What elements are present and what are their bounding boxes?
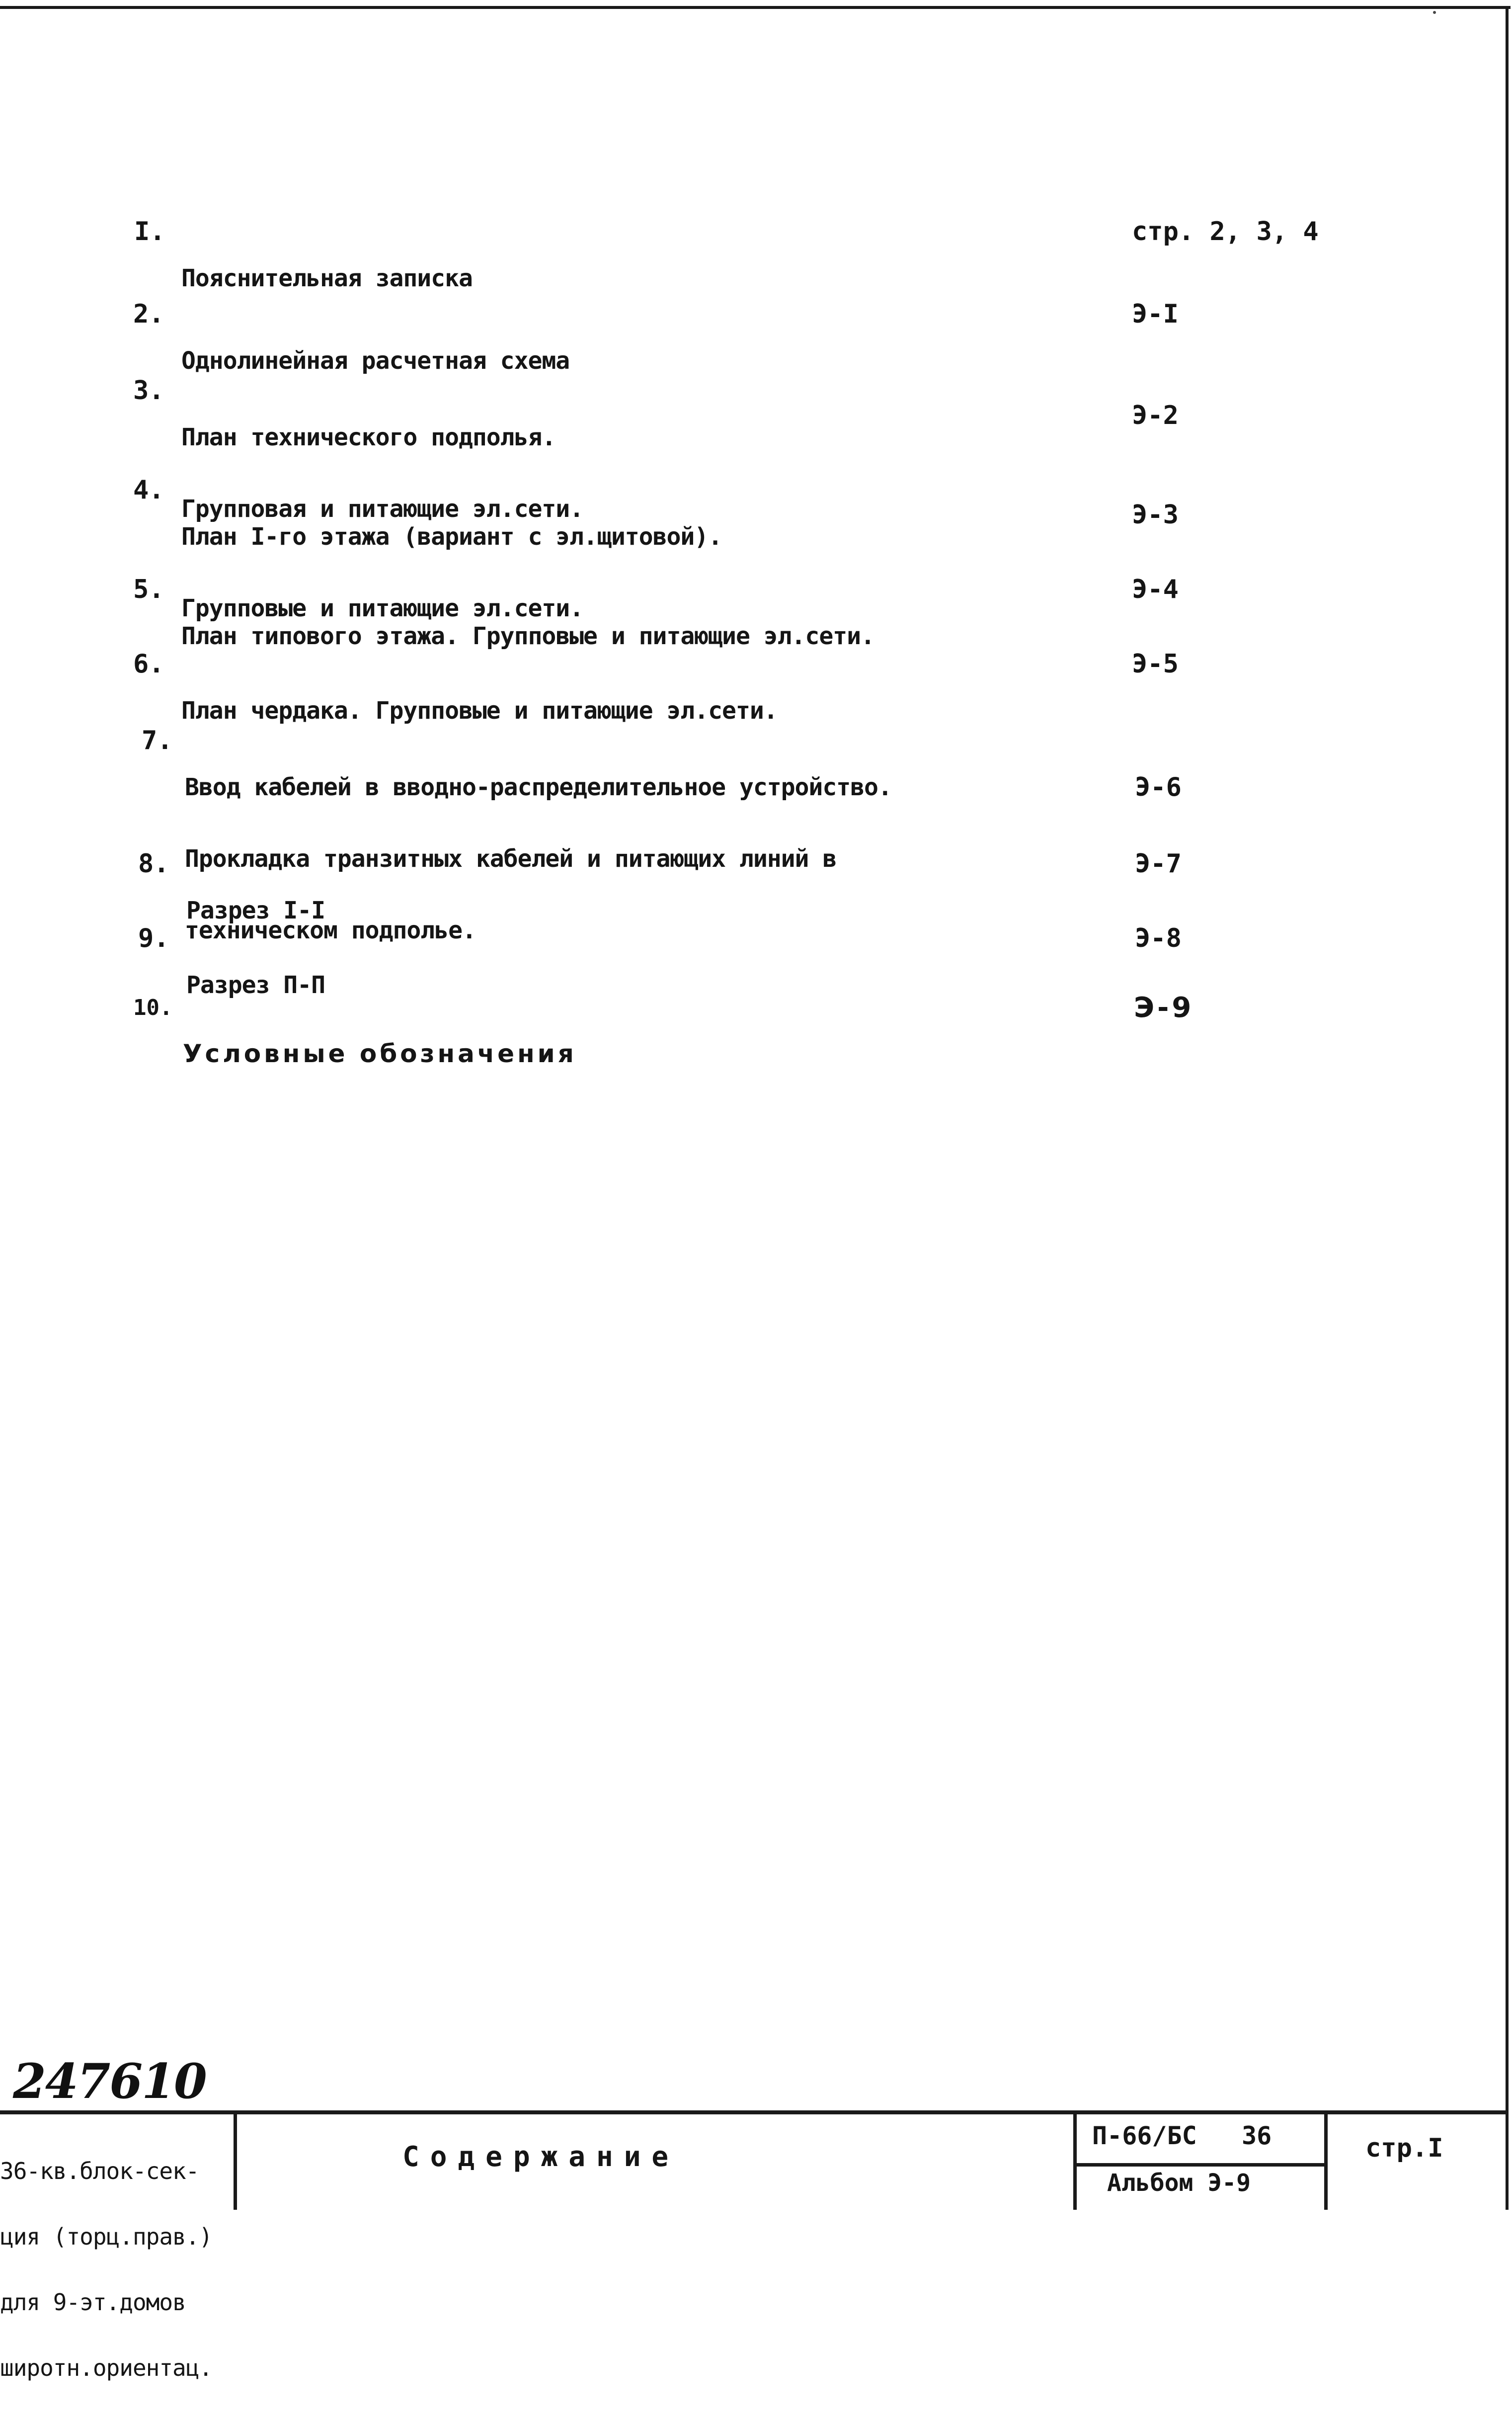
description-line: широтн.ориентац. bbox=[0, 2354, 213, 2381]
toc-item-page: Э-3 bbox=[1132, 500, 1179, 530]
title-block-divider-3 bbox=[1073, 2163, 1324, 2167]
title-block-code: П-66/БС 36 bbox=[1092, 2121, 1272, 2150]
toc-item-title-line: Разрез I-I bbox=[186, 897, 325, 924]
toc-item-number: 6. bbox=[133, 649, 164, 679]
toc-item-page: Э-I bbox=[1132, 299, 1179, 329]
frame-right-line bbox=[1506, 6, 1509, 2210]
toc-item-title-line: План технического подполья. bbox=[181, 423, 556, 451]
toc-item-page: Э-4 bbox=[1132, 575, 1179, 604]
toc-item-number: 9. bbox=[138, 923, 169, 953]
toc-item-number: 7. bbox=[142, 726, 173, 755]
toc-item-title-line: Прокладка транзитных кабелей и питающих линий в bbox=[185, 845, 837, 873]
toc-item-number: 3. bbox=[133, 376, 164, 406]
toc-item-number: 5. bbox=[133, 575, 164, 604]
toc-item-number: 10. bbox=[133, 995, 173, 1020]
toc-item-page: стр. 2, 3, 4 bbox=[1132, 217, 1319, 247]
title-block-top-line bbox=[0, 2110, 1509, 2114]
title-block-title: Содержание bbox=[402, 2141, 680, 2173]
toc-item-title-line: План I-го этажа (вариант с эл.щитовой). bbox=[181, 523, 722, 551]
title-block-divider-4 bbox=[1324, 2110, 1328, 2210]
toc-item-title-line: Групповые и питающие эл.сети. bbox=[181, 594, 584, 622]
toc-item-title-line: Ввод кабелей в вводно-распределительное устройство. bbox=[185, 773, 892, 801]
title-block-sheet-number: стр.I bbox=[1365, 2133, 1443, 2163]
title-block-divider-2 bbox=[1073, 2110, 1077, 2210]
toc-item-page: Э-5 bbox=[1132, 649, 1179, 679]
toc-item-title-line: Групповая и питающие эл.сети. bbox=[181, 495, 584, 523]
description-line: для 9-эт.домов bbox=[0, 2289, 186, 2316]
toc-item-title-line: техническом подполье. bbox=[185, 917, 476, 944]
toc-item-page: Э-9 bbox=[1134, 992, 1194, 1024]
toc-item-title-line: Разрез П-П bbox=[186, 971, 325, 999]
toc-item-title-line: План типового этажа. Групповые и питающие эл.сети. bbox=[181, 622, 875, 650]
title-block-divider-1 bbox=[234, 2110, 237, 2210]
toc-item-title-line: План чердака. Групповые и питающие эл.сети. bbox=[181, 697, 778, 725]
toc-item-number: I. bbox=[134, 217, 165, 247]
toc-item-number: 8. bbox=[138, 849, 169, 879]
toc-item-title-line: Пояснительная записка bbox=[181, 264, 473, 292]
toc-item-page: Э-2 bbox=[1132, 401, 1179, 430]
toc-item-number: 4. bbox=[133, 475, 164, 505]
frame-top-line bbox=[0, 6, 1511, 9]
toc-item-page: Э-6 bbox=[1135, 772, 1182, 802]
toc-item-title bbox=[183, 994, 577, 1113]
toc-item-page: Э-7 bbox=[1135, 849, 1182, 879]
description-line: ция (торц.прав.) bbox=[0, 2223, 213, 2250]
toc-item-title-line: Однолинейная расчетная схема bbox=[181, 347, 570, 375]
toc-item-title-line: Условные обозначения bbox=[183, 1039, 577, 1068]
title-block-description bbox=[0, 2116, 234, 2423]
corner-mark bbox=[1433, 11, 1436, 14]
title-block-album: Альбом Э-9 bbox=[1107, 2169, 1251, 2197]
toc-item-number: 2. bbox=[133, 299, 164, 329]
handwritten-number: 247610 bbox=[13, 2053, 206, 2109]
toc-item-page: Э-8 bbox=[1135, 923, 1182, 953]
description-line: 36-кв.блок-сек- bbox=[0, 2158, 199, 2184]
